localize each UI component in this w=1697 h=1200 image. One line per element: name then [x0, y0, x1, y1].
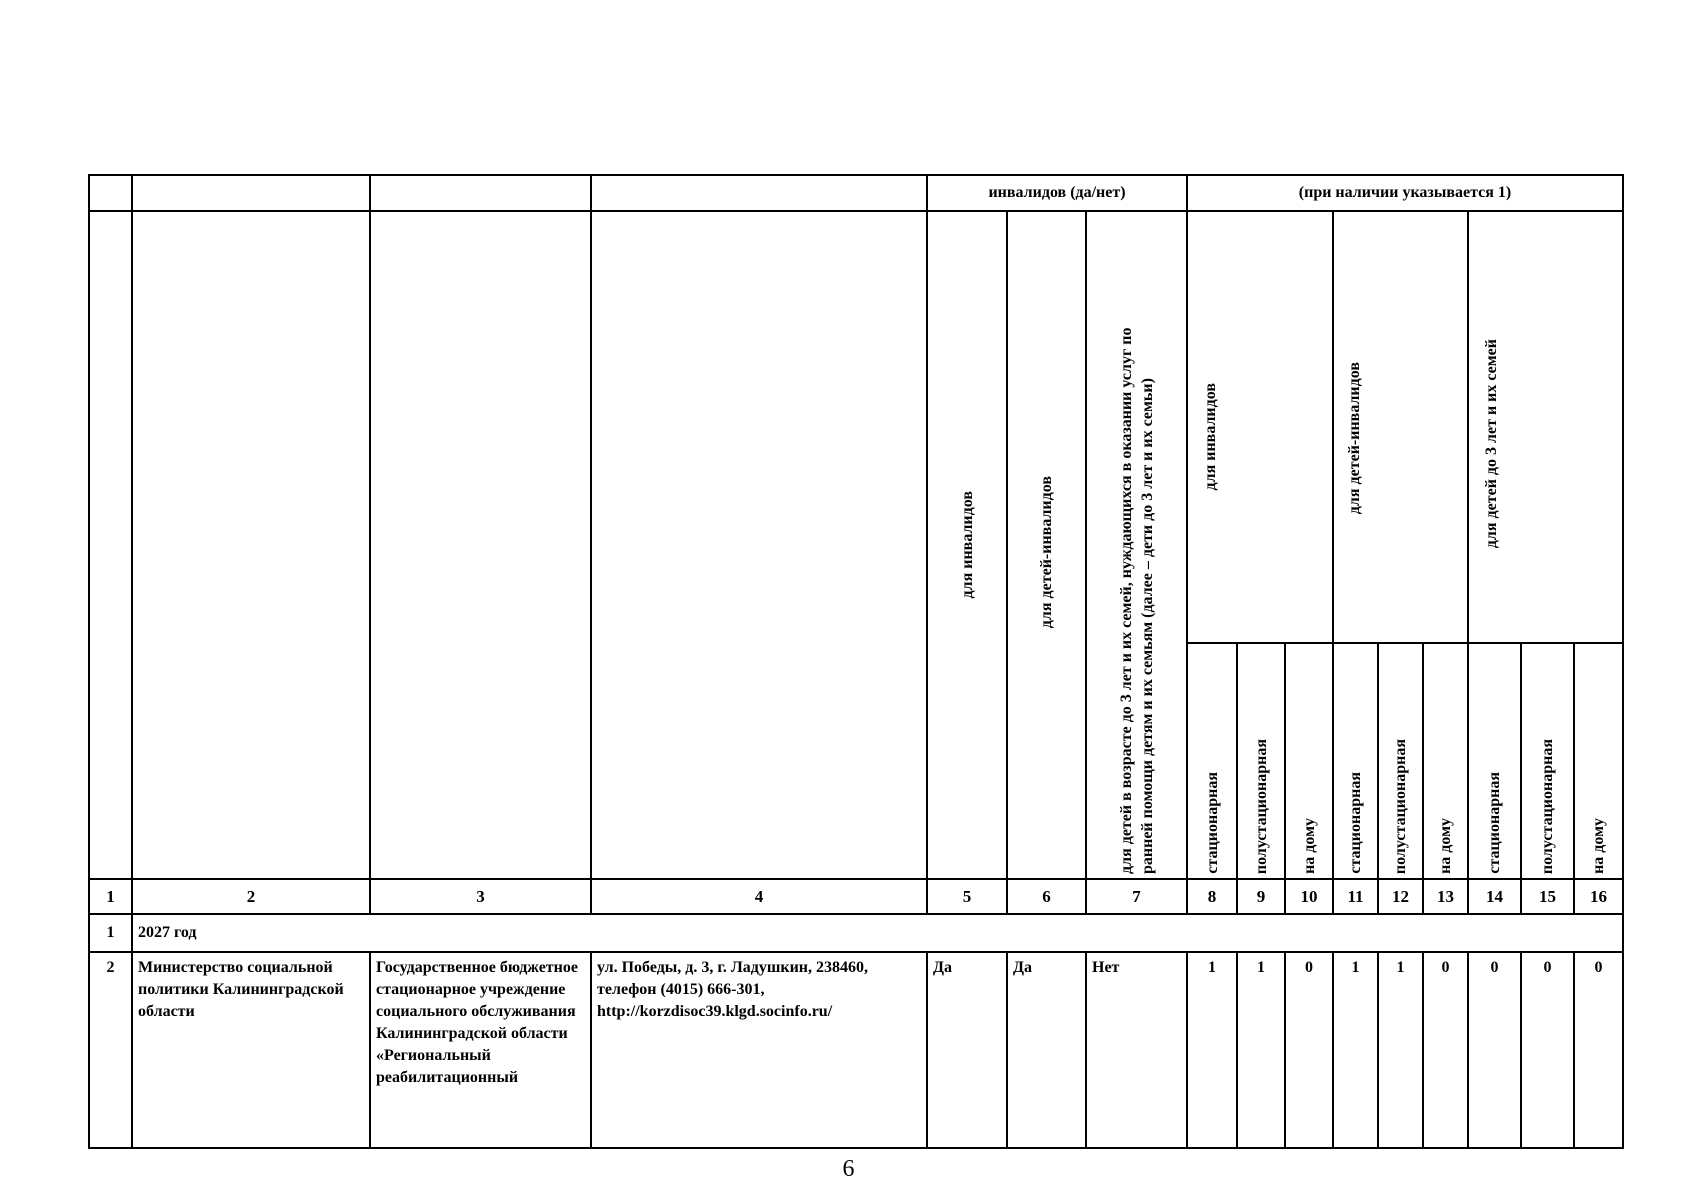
- form-semistationary-label: полустационарная: [1539, 738, 1556, 874]
- column-number: 1: [89, 879, 132, 914]
- header-form-cell: [1237, 643, 1285, 879]
- column-number: 7: [1086, 879, 1187, 914]
- column-number: 16: [1574, 879, 1623, 914]
- header-row-labels: [89, 211, 1623, 643]
- header-col7: [1086, 211, 1187, 879]
- institution-cell: Государственное бюджетное стационарное учреждение социального обслуживания Калининградской области «Региональный реабилитационный: [370, 952, 591, 1148]
- value-cell: 0: [1285, 952, 1333, 1148]
- column-number: 15: [1521, 879, 1574, 914]
- header-group-children-under3: [1468, 211, 1623, 643]
- form-stationary-label: стационарная: [1486, 772, 1503, 874]
- header-group-children-under3-label: для детей до 3 лет и их семей: [1483, 338, 1500, 548]
- for-children-under3-cell: Нет: [1086, 952, 1187, 1148]
- for-invalids-cell: Да: [927, 952, 1007, 1148]
- column-number: 10: [1285, 879, 1333, 914]
- page-number: 6: [842, 1156, 855, 1182]
- value-cell: 0: [1574, 952, 1623, 1148]
- header-cell-blank: [370, 175, 591, 211]
- header-group-invalids-label: для инвалидов: [1202, 382, 1219, 490]
- header-cell-blank: [591, 211, 927, 879]
- header-col6: [1007, 211, 1086, 879]
- column-number: 6: [1007, 879, 1086, 914]
- header-group-presence: (при наличии указывается 1): [1187, 175, 1623, 211]
- form-stationary-label: стационарная: [1203, 772, 1221, 874]
- value-cell: 0: [1423, 952, 1468, 1148]
- form-home-label: на дому: [1437, 818, 1454, 874]
- header-col5: [927, 211, 1007, 879]
- header-form-cell: [1468, 643, 1521, 879]
- year-row: [89, 914, 1623, 952]
- column-number: 14: [1468, 879, 1521, 914]
- column-number: 5: [927, 879, 1007, 914]
- form-stationary-label: стационарная: [1347, 772, 1364, 874]
- value-cell: 1: [1333, 952, 1378, 1148]
- header-form-cell: [1378, 643, 1423, 879]
- form-home-label: на дому: [1590, 818, 1607, 874]
- document-table: [88, 174, 1624, 1149]
- header-col7-label: для детей в возрасте до 3 лет и их семей, нуждающихся в оказании услуг по ранней помощи детям и их семьям (далее – дети до 3 лет и их семьи): [1117, 327, 1156, 874]
- header-cell-blank: [132, 211, 370, 879]
- header-group-invalids-yes-no: инвалидов (да/нет): [927, 175, 1187, 211]
- column-number: 4: [591, 879, 927, 914]
- header-cell-blank: [370, 211, 591, 879]
- column-numbers-row: [89, 879, 1623, 914]
- column-number: 13: [1423, 879, 1468, 914]
- form-home-label: на дому: [1300, 818, 1318, 874]
- value-cell: 1: [1187, 952, 1237, 1148]
- column-number: 9: [1237, 879, 1285, 914]
- header-col6-label: для детей-инвалидов: [1038, 475, 1055, 628]
- header-group-children-invalids-label: для детей-инвалидов: [1346, 361, 1363, 514]
- value-cell: 1: [1237, 952, 1285, 1148]
- header-form-cell: [1521, 643, 1574, 879]
- header-col5-label: для инвалидов: [958, 490, 976, 598]
- form-semistationary-label: полустационарная: [1252, 738, 1270, 874]
- header-form-cell: [1423, 643, 1468, 879]
- column-number: 2: [132, 879, 370, 914]
- value-cell: 0: [1521, 952, 1574, 1148]
- year-row-number: 1: [89, 914, 132, 952]
- header-row-groups: [89, 175, 1623, 211]
- address-cell: ул. Победы, д. 3, г. Ладушкин, 238460, телефон (4015) 666-301, http://korzdisoc39.klgd.socinfo.ru/: [591, 952, 927, 1148]
- column-number: 12: [1378, 879, 1423, 914]
- for-children-invalids-cell: Да: [1007, 952, 1086, 1148]
- table-row: [89, 952, 1623, 1148]
- header-group-children-invalids: [1333, 211, 1468, 643]
- header-form-cell: [1285, 643, 1333, 879]
- header-cell-blank: [132, 175, 370, 211]
- header-form-cell: [1333, 643, 1378, 879]
- header-group-invalids: [1187, 211, 1333, 643]
- header-cell-blank: [591, 175, 927, 211]
- header-form-cell: [1187, 643, 1237, 879]
- year-row-label: 2027 год: [132, 914, 1623, 952]
- column-number: 3: [370, 879, 591, 914]
- header-cell-blank: [89, 175, 132, 211]
- ministry-cell: Министерство социальной политики Калининградской области: [132, 952, 370, 1148]
- column-number: 8: [1187, 879, 1237, 914]
- value-cell: 1: [1378, 952, 1423, 1148]
- row-number: 2: [89, 952, 132, 1148]
- column-number: 11: [1333, 879, 1378, 914]
- form-semistationary-label: полустационарная: [1392, 738, 1409, 874]
- value-cell: 0: [1468, 952, 1521, 1148]
- header-cell-blank: [89, 211, 132, 879]
- header-form-cell: [1574, 643, 1623, 879]
